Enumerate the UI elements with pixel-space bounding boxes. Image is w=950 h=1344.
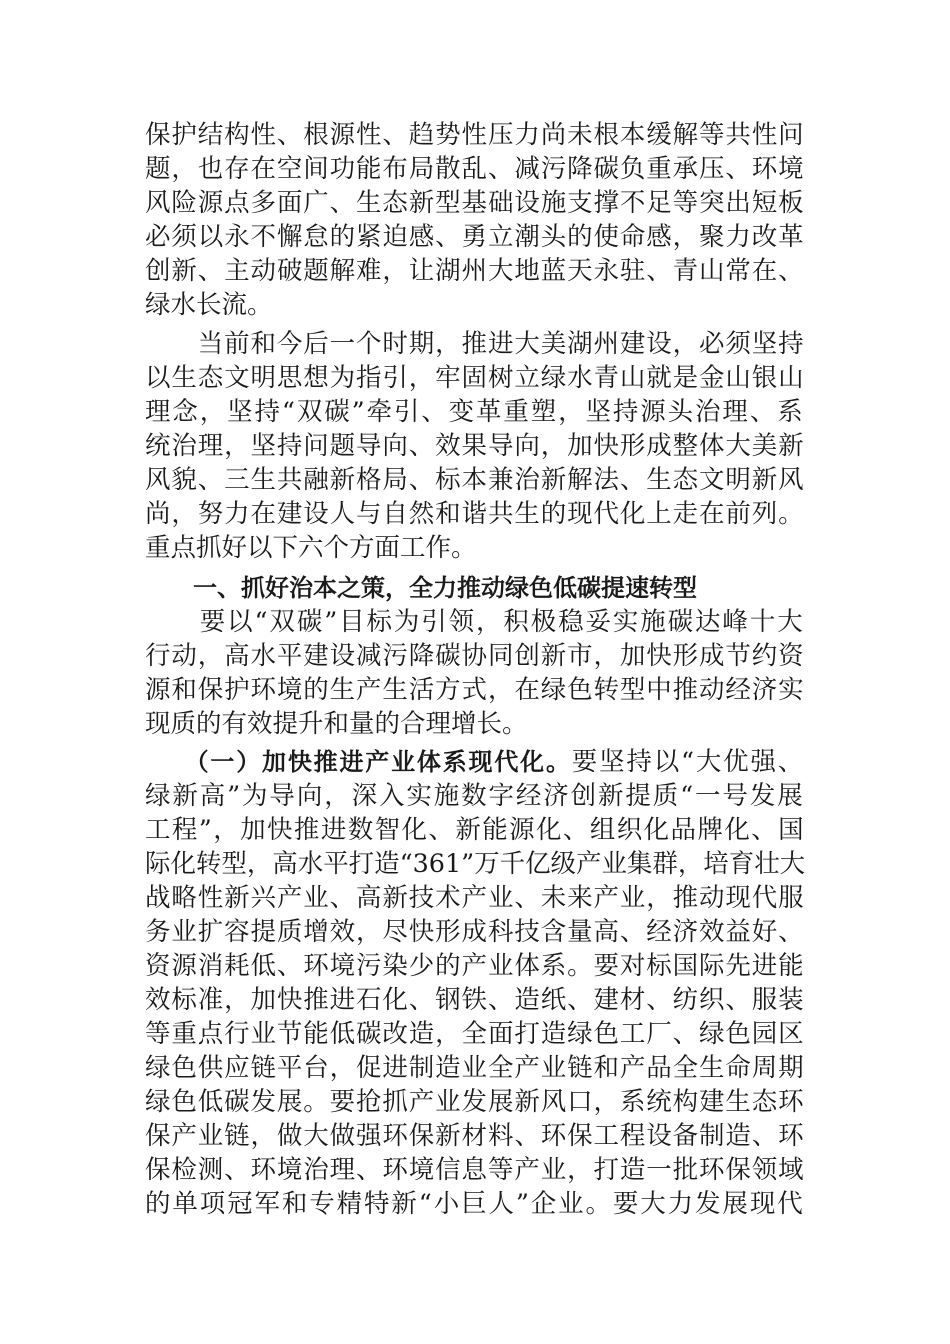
paragraph-line: 重点抓好以下六个方面工作。	[145, 533, 477, 563]
paragraph-line: 尚，努力在建设人与自然和谐共生的现代化上走在前列。	[145, 499, 805, 529]
paragraph-line: 务业扩容提质增效，尽快形成科技含量高、经济效益好、	[145, 917, 805, 947]
subsection-text: 要坚持以“大优强、	[571, 747, 806, 777]
paragraph-line: 的单项冠军和专精特新“小巨人”企业。要大力发展现代	[145, 1189, 805, 1219]
paragraph-line: 保检测、环境治理、环境信息等产业，打造一批环保领域	[145, 1155, 805, 1185]
paragraph-line: 统治理，坚持问题导向、效果导向，加快形成整体大美新	[145, 431, 805, 461]
paragraph-line: 题，也存在空间功能布局散乱、减污降碳负重承压、环境	[145, 154, 805, 184]
paragraph-line: 工程”，加快推进数智化、新能源化、组织化品牌化、国	[145, 815, 806, 845]
subsection-title: （一）加快推进产业体系现代化。	[145, 748, 572, 776]
paragraph-line: 等重点行业节能低碳改造，全面打造绿色工厂、绿色园区	[145, 1019, 805, 1049]
paragraph-line: 必须以永不懈怠的紧迫感、勇立潮头的使命感，聚力改革	[145, 222, 805, 252]
paragraph-line: 风险源点多面广、生态新型基础设施支撑不足等突出短板	[145, 188, 805, 218]
paragraph-line: 保护结构性、根源性、趋势性压力尚未根本缓解等共性问	[145, 120, 805, 150]
subsection-first-line	[145, 745, 805, 779]
paragraph-line: 当前和今后一个时期，推进大美湖州建设，必须坚持	[145, 329, 805, 359]
paragraph-line: 绿色低碳发展。要抢抓产业发展新风口，系统构建生态环	[145, 1087, 805, 1117]
paragraph-line: 际化转型，高水平打造“361”万千亿级产业集群，培育壮大	[145, 849, 806, 879]
paragraph-line: 绿色供应链平台，促进制造业全产业链和产品全生命周期	[145, 1053, 805, 1083]
paragraph-line: 效标准，加快推进石化、钢铁、造纸、建材、纺织、服装	[145, 985, 805, 1015]
section-heading: 一、抓好治本之策，全力推动绿色低碳提速转型	[145, 574, 697, 602]
paragraph-line: 资源消耗低、环境污染少的产业体系。要对标国际先进能	[145, 951, 805, 981]
paragraph-line: 风貌、三生共融新格局、标本兼治新解法、生态文明新风	[145, 465, 805, 495]
paragraph-line: 源和保护环境的生产生活方式，在绿色转型中推动经济实	[145, 675, 805, 705]
paragraph-line: 理念，坚持“双碳”牵引、变革重塑，坚持源头治理、系	[145, 397, 805, 427]
paragraph-line: 行动，高水平建设减污降碳协同创新市，加快形成节约资	[145, 641, 805, 671]
paragraph-line: 要以“双碳”目标为引领，积极稳妥实施碳达峰十大	[145, 607, 805, 637]
paragraph-line: 保产业链，做大做强环保新材料、环保工程设备制造、环	[145, 1121, 805, 1151]
paragraph-line: 以生态文明思想为指引，牢固树立绿水青山就是金山银山	[145, 363, 805, 393]
paragraph-line: 绿新高”为导向，深入实施数字经济创新提质“一号发展	[145, 781, 805, 811]
paragraph-line: 现质的有效提升和量的合理增长。	[145, 709, 528, 739]
paragraph-line: 绿水长流。	[145, 290, 273, 320]
paragraph-line: 战略性新兴产业、高新技术产业、未来产业，推动现代服	[145, 883, 805, 913]
paragraph-line: 创新、主动破题解难，让湖州大地蓝天永驻、青山常在、	[145, 256, 805, 286]
